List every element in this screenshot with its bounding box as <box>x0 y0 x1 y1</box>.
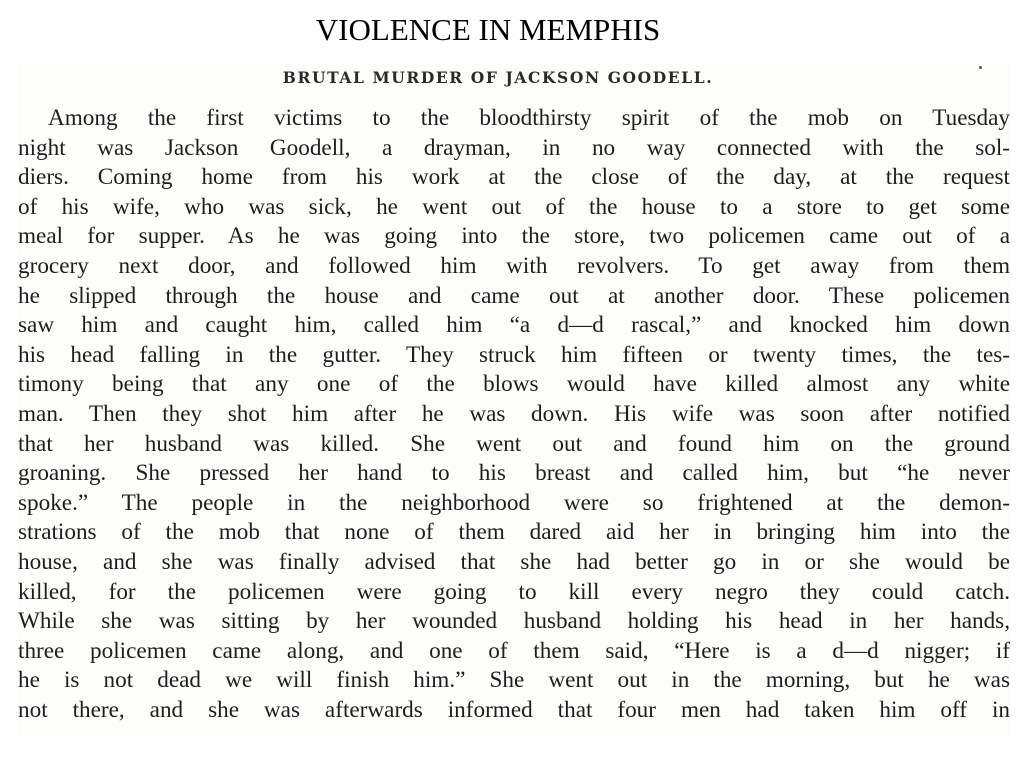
article-line: man. Then they shot him after he was down. His wife was soon after notified <box>18 400 1010 427</box>
slide-title: VIOLENCE IN MEMPHIS <box>315 12 661 47</box>
article-body <box>18 104 1010 725</box>
article-line: strations of the mob that none of them dared aid her in bringing him into the <box>18 519 1010 546</box>
article-line: Among the first victims to the bloodthirsty spirit of the mob on Tuesday <box>48 105 1010 131</box>
article-line: grocery next door, and followed him with revolvers. To get away from them <box>18 252 1010 279</box>
article-line: he slipped through the house and came out at another door. These policemen <box>18 282 1010 309</box>
article-line: spoke.” The people in the neighborhood were so frightened at the demon- <box>18 489 1010 516</box>
article-line: not there, and she was afterwards informed that four men had taken him off in <box>18 696 1010 723</box>
article-line: house, and she was finally advised that she had better go in or she would be <box>18 548 1010 575</box>
article-line: timony being that any one of the blows would have killed almost any white <box>18 371 1010 398</box>
article-headline: BRUTAL MURDER OF JACKSON GOODELL. <box>282 68 714 87</box>
newspaper-clipping <box>18 64 1010 736</box>
article-line: saw him and caught him, called him “a d—d rascal,” and knocked him down <box>18 312 1010 339</box>
article-line: he is not dead we will finish him.” She went out in the morning, but he was <box>18 667 1010 694</box>
article-line: killed, for the policemen were going to kill every negro they could catch. <box>18 578 1010 605</box>
article-line: diers. Coming home from his work at the close of the day, at the request <box>18 164 1010 191</box>
article-line: his head falling in the gutter. They struck him fifteen or twenty times, the tes- <box>18 341 1010 368</box>
print-speck <box>979 66 982 69</box>
article-line: night was Jackson Goodell, a drayman, in no way connected with the sol- <box>18 134 1010 161</box>
article-line: that her husband was killed. She went out and found him on the ground <box>18 430 1010 457</box>
article-line: While she was sitting by her wounded husband holding his head in her hands, <box>18 608 1010 635</box>
article-line: three policemen came along, and one of them said, “Here is a d—d nigger; if <box>18 637 1010 664</box>
article-line: of his wife, who was sick, he went out of the house to a store to get some <box>18 193 1010 220</box>
article-line: groaning. She pressed her hand to his breast and called him, but “he never <box>18 460 1010 487</box>
article-line: meal for supper. As he was going into the store, two policemen came out of a <box>18 223 1010 250</box>
